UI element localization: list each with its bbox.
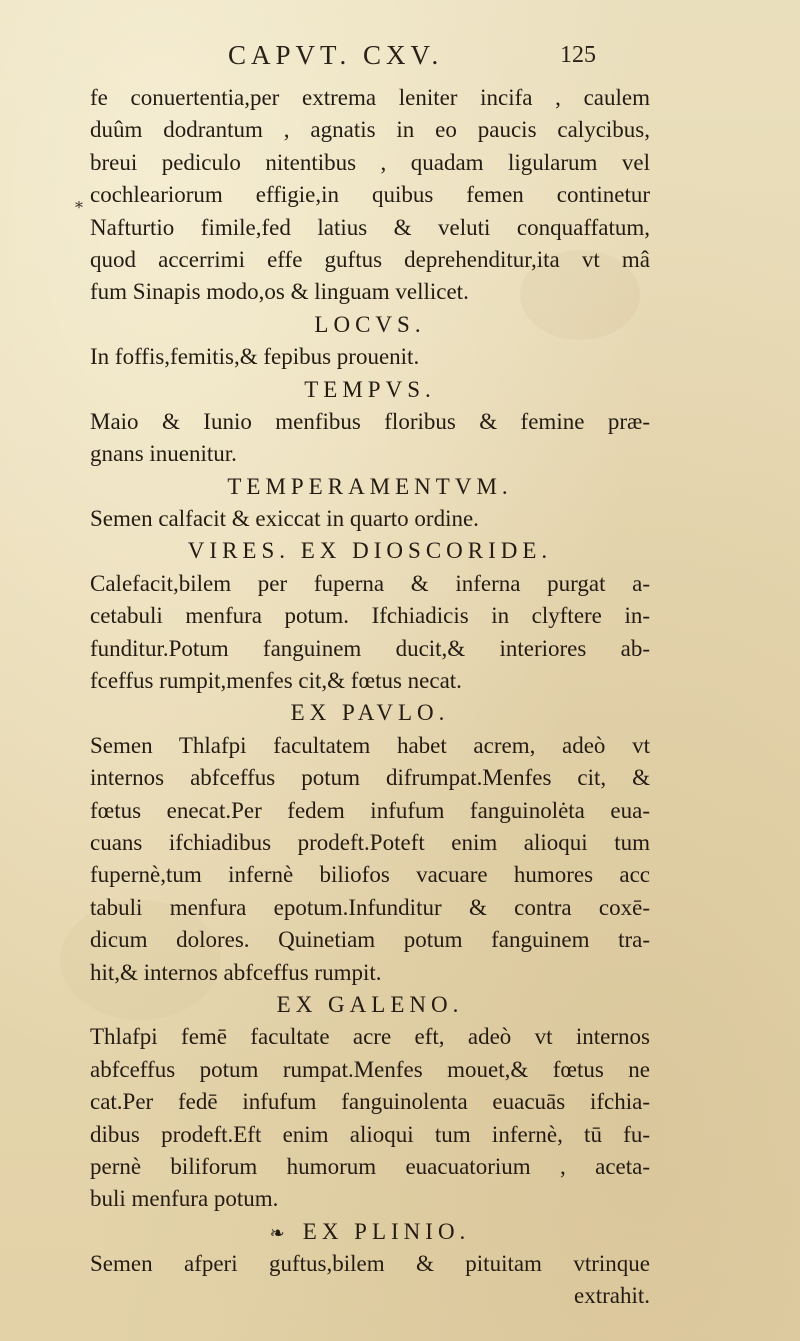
text-line: Nafturtio fimile,fed latius & veluti conquaffatum, — [90, 214, 650, 240]
marginal-mark: * — [75, 198, 83, 217]
text-block — [90, 82, 650, 1313]
text-line: breui pediculo nitentibus , quadam ligularum vel — [90, 149, 650, 175]
fleuron-icon: ❧ — [269, 1222, 285, 1243]
text-line: Semen Thlafpi facultatem habet acrem, adeò vt — [90, 732, 650, 758]
text-line: Semen afperi guftus,bilem & pituitam vtrinque — [90, 1251, 650, 1277]
running-head — [0, 30, 800, 70]
text-line: Maio & Iunio menfibus floribus & femine præ- — [90, 408, 650, 434]
text-line: fupernè,tum infernè biliofos vacuare humores acc — [90, 862, 650, 888]
text-line: Calefacit,bilem per fuperna & inferna purgat a- — [90, 570, 650, 596]
section-heading: TEMPVS. — [304, 376, 436, 402]
section-heading: VIRES. EX DIOSCORIDE. — [187, 538, 553, 564]
text-line: fum Sinapis modo,os & linguam vellicet. — [90, 279, 469, 305]
text-line: cetabuli menfura potum. Ifchiadicis in clyftere in- — [90, 603, 650, 629]
text-line: fe conuertentia,per extrema leniter incifa , caulem — [90, 85, 650, 110]
text-line: In foffis,femitis,& fepibus prouenit. — [90, 344, 420, 370]
text-line: cochleariorum effigie,in quibus femen continetur — [90, 182, 650, 208]
text-line: internos abfceffus potum difrumpat.Menfes cit, & — [90, 765, 650, 791]
text-line: dibus prodeft.Eft enim alioqui tum infernè, tū fu- — [90, 1121, 650, 1147]
section-heading: LOCVS. — [314, 311, 426, 337]
page-number: 125 — [560, 42, 596, 68]
section-heading — [90, 1216, 650, 1248]
text-line: fœtus enecat.Per fedem infufum fanguinolėta eua- — [90, 797, 650, 823]
text-line: hit,& internos abfceffus rumpit. — [90, 959, 382, 985]
text-line: Thlafpi femē facultate acre eft, adeò vt internos — [90, 1024, 650, 1050]
text-line: gnans inuenitur. — [90, 441, 237, 467]
text-line: dicum dolores. Quinetiam potum fanguinem tra- — [90, 927, 650, 953]
chapter-title: CAPVT. CXV. — [228, 40, 444, 70]
text-line: fceffus rumpit,menfes cit,& fœtus necat. — [90, 668, 462, 694]
text-line: tabuli menfura epotum.Infunditur & contra coxē- — [90, 894, 650, 920]
text-line: quod accerrimi effe guftus deprehenditur,ita vt mâ — [90, 246, 650, 272]
section-heading: EX GALENO. — [276, 991, 464, 1017]
section-heading: EX PAVLO. — [290, 700, 450, 726]
text-line: cuans ifchiadibus prodeft.Poteft enim alioqui tum — [90, 829, 650, 855]
text-line: pernè biliforum humorum euacuatorium , aceta- — [90, 1153, 650, 1179]
text-line: abfceffus potum rumpat.Menfes mouet,& fœtus ne — [90, 1056, 650, 1082]
text-line: funditur.Potum fanguinem ducit,& interiores ab- — [90, 635, 650, 661]
section-heading-label: EX PLINIO. — [302, 1218, 471, 1244]
section-heading: TEMPERAMENTVM. — [227, 473, 513, 499]
text-line: Semen calfacit & exiccat in quarto ordine. — [90, 506, 479, 532]
text-line: cat.Per fedē infufum fanguinolenta euacuās ifchia- — [90, 1089, 650, 1115]
text-line: buli menfura potum. — [90, 1186, 279, 1212]
text-line: extrahit. — [574, 1283, 650, 1309]
text-line: duûm dodrantum , agnatis in eo paucis calycibus, — [90, 117, 650, 143]
